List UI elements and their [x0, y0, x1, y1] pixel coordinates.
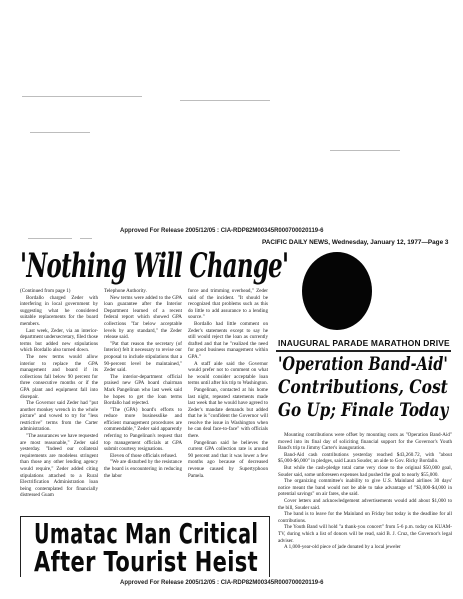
paragraph: But while the cash-pledge total came very close to the original $50,000 goal, Souder said, some unforeseen expenses had pushed the goal to nearly $55,000. — [278, 464, 452, 478]
paragraph: Pangelinan, contacted at his home last night, repeated statements made last week that he would have agreed to Zeder's mandate demands but added that he is "confident the Governor will resolve the issue in Washington when he can deal face-to-face" with officials there. — [188, 386, 268, 440]
release-stamp-bottom: Approved For Release 2005/12/05 : CIA-RDP82M00345R000700020119-6 — [120, 580, 324, 586]
paragraph: (Continued from page 1) — [20, 288, 71, 294]
paragraph: Bordallo had little comment on Zeder's statements except to say he still would reject the loan as currently drafted and that he "realized the need for good business management within GPA." — [188, 320, 268, 360]
main-story-column-3 — [188, 288, 268, 514]
side-story-headline-line-3: Go Up; Finale Today — [278, 400, 449, 421]
paragraph: "Pat that reason the secretary (of Interior) felt it necessary to revise our proposal to include stipulations that a 90-percent level be maintained," Zeder said. — [104, 340, 182, 374]
faded-text-line — [330, 150, 400, 151]
paragraph: Last week, Zeder, via an interior-department undersecretary, filed those terms but added new stipulations which Bordallo also turned down. — [20, 327, 98, 354]
faded-text-line — [22, 96, 142, 97]
paragraph: "We are disturbed by the resistance the board is encountering in reducing the labor — [104, 459, 182, 479]
paragraph: A 1,000-year-old piece of jade donated by a local jeweler — [284, 544, 401, 551]
paragraph: Band-Aid cash contributions yesterday reached $43,260.72, with "about $5,000-$6,000" in pledges, said Laura Souder, an aide to Gov. Ricky Bordallo. — [278, 451, 452, 465]
paragraph: Mounting contributions were offset by mounting costs as "Operation Band-Aid" moved into its final day of soliciting financial support for the Governor's Youth Band's trip to Jimmy Carter's inauguration. — [278, 432, 452, 452]
paragraph: "The (GPA) board's efforts to reduce more businesslike and efficient management procedures are commendable," Zeder said apparently referring to Pangelinan's request that top management officials at GPA submit courtesy resignations. — [104, 406, 182, 453]
page-header: PACIFIC DAILY NEWS, Wednesday, January 12, 1977—Page 3 — [262, 239, 449, 246]
paragraph: Eleven of those officials refused. — [110, 452, 178, 459]
scan-mark — [80, 238, 92, 239]
faded-text-line — [30, 132, 90, 133]
kicker-rule — [276, 350, 451, 352]
faded-text-line — [180, 100, 270, 101]
side-story-kicker: INAUGURAL PARADE MARATHON DRIVE — [278, 338, 450, 348]
paragraph: The organizing committee's inability to give U.S. Mainland airlines 30 days' notice meant the band would not be able to take advantage of "$3,000-$4,000 in potential savings" on air fares, she said. — [278, 478, 452, 498]
paragraph: "The assurances we have requested are most reasonable," Zeder said yesterday. "Indeed our collateral requirements are modeless stringent than those any other lending agency would require," Zeder added citing stipulations attached to a Rural Electrification Administration loan being contemplated for financially distressed Guam — [20, 433, 98, 499]
paragraph: The band is to leave for the Mainland on Friday but today is the deadline for all contributions. — [278, 511, 452, 524]
paragraph: The Governor said Zeder had "put another monkey wrench in the whole picture" and vowed to try for "less restrictive" terms from the Carter administration. — [20, 400, 98, 433]
paragraph: A staff aide said the Governor would prefer not to comment on what he would consider acceptable loan terms until after his trip to Washington. — [188, 360, 268, 387]
paragraph: force and trimming overhead," Zeder said of the incident. "It should be recognized that problems such as this do little to add assurance to a lending source." — [188, 288, 268, 321]
paragraph: New terms were added to the GPA loan guarantee after the Interior Department learned of a recent federal report which showed GPA collections "far below acceptable levels by any standard," the Zeder release said. — [104, 294, 182, 341]
paragraph: Bordallo charged Zeder with interfering in local government by suggesting what he considered suitable replacements for the board members. — [20, 294, 98, 327]
scan-mark — [28, 238, 72, 239]
paragraph: Cover letters and acknowledgement advertisements would add about $1,000 to the bill, Souder said. — [278, 497, 452, 511]
lower-story-headline-line-1: Umatac Man Critical — [34, 517, 259, 550]
main-story-column-2 — [104, 288, 182, 514]
paragraph: The interior-department official praised new GPA board chairman Mark Pangelinan who last week said he hopes to get the loan terms Bordallo had rejected. — [104, 373, 182, 407]
lower-story-headline-line-2: After Tourist Heist — [34, 545, 259, 578]
side-story-headline-line-1: 'Operation Band-Aid' — [278, 354, 448, 375]
side-story-body — [278, 432, 452, 576]
paragraph: The new terms would allow interior to replace the GPA management and board if its collections fall below 90 percent for three consecutive months or if the GPA plant and equipment fall into disrepair. — [20, 353, 98, 400]
paragraph: The Youth Band will hold "a thank-you concert" from 5-6 p.m. today on KUAM-TV, during which a list of donors will be read, said B. J. Cruz, the Governor's legal adviser. — [278, 524, 452, 544]
photo-dark-blob — [302, 252, 372, 330]
paragraph: Telephone Authority. — [104, 288, 147, 294]
faded-upper-page-area — [0, 0, 463, 200]
main-story-column-1 — [20, 288, 98, 514]
paragraph: Pangelinan said he believes the current GPA collection rate is around 90 percent and that it was lower a few months ago because of decreased revenue caused by Supertyphoon Pamela. — [188, 439, 268, 479]
release-stamp-top: Approved For Release 2005/12/05 : CIA-RDP82M00345R000700020119-6 — [120, 228, 324, 234]
side-story-headline-line-2: Contributions, Cost — [278, 377, 448, 398]
main-headline: 'Nothing Will Change' — [20, 246, 289, 286]
